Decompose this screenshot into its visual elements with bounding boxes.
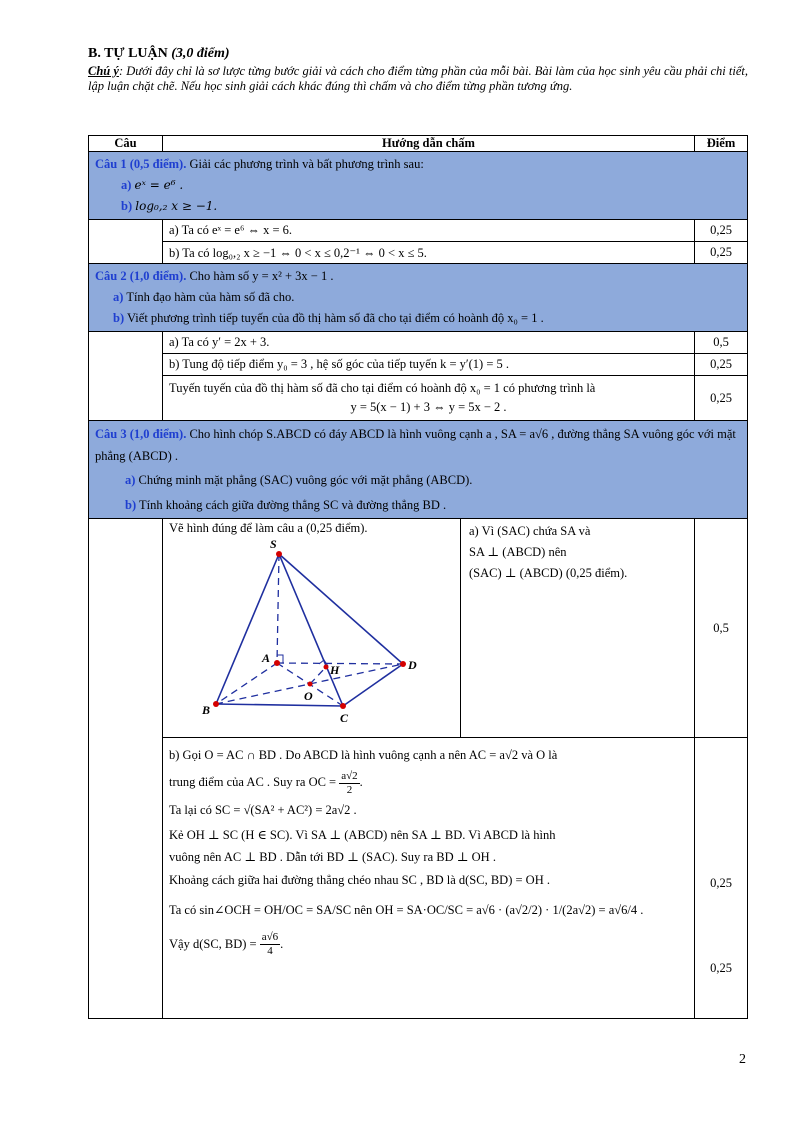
header-block <box>88 46 748 94</box>
q2-statement: Câu 2 (1,0 điểm). Cho hàm số y = x² + 3x − 1 . a) Tính đạo hàm của hàm số đã cho. b) Viết phương trình tiếp tuyến của đồ thị hàm số đã cho tại điểm có hoành độ x₀ = 1 . <box>89 264 748 332</box>
q2-sol-c: Tuyến tuyến của đồ thị hàm số đã cho tại điểm có hoành độ x₀ = 1 có phương trình là y = 5(x − 1) + 3 ⇔ y = 5x − 2 . <box>163 376 695 421</box>
figure-caption: Vẽ hình đúng để làm câu a (0,25 điểm). <box>169 521 368 535</box>
point-s <box>276 551 282 557</box>
point-a <box>274 660 280 666</box>
label-d: D <box>408 658 417 672</box>
note-label: Chú ý <box>88 64 119 78</box>
section-title: B. TỰ LUẬN (3,0 điểm) <box>88 46 230 61</box>
page-number: 2 <box>739 1052 746 1067</box>
q3-figure-cell <box>163 519 461 738</box>
q3-sol-b: b) Gọi O = AC ∩ BD . Do ABCD là hình vuông cạnh a nên AC = a√2 và O là trung điểm của AC . Suy ra OC = $\frac{a√2}{2}$ . Ta lại có SC = √(SA² + AC²) = 2a√2 . Kẻ OH ⊥ SC (H ∈ SC). Vì SA ⊥ (ABCD) nên SA ⊥ BD. Vì ABCD là hình vuông nên AC ⊥ BD . Dẫn tới BD ⊥ (SAC). Suy ra BD ⊥ OH . Khoảng cách giữa hai đường thẳng chéo nhau SC , BD là d(SC, BD) = OH . Ta có sin∠OCH = OH/OC = SA/SC nên OH = SA·OC/SC = a√6 · (a√2/2) · 1/(2a√2) = a√6/4 . Vậy d(SC, BD) = $\frac{a√6}{4}$ . <box>163 738 695 1019</box>
label-b: B <box>202 703 211 717</box>
q2-sol-b-row <box>89 354 748 376</box>
q1-statement: Câu 1 (0,5 điểm). Giải các phương trình và bất phương trình sau: a) eˣ = e⁶ . b) log₀,₂ x ≥ −1. <box>89 152 748 220</box>
fraction-oc: $\frac{a√2}{2}$ <box>341 769 358 796</box>
q1-sol-b-score: 0,25 <box>695 242 748 264</box>
q3-sol-a-score: 0,5 <box>695 519 748 738</box>
edge-sb <box>216 554 279 704</box>
grading-table <box>88 135 748 1019</box>
q1-sol-b: b) Ta có log₀,₂ x ≥ −1 ⇔ 0 < x ≤ 0,2⁻¹ ⇔ 0 < x ≤ 5. <box>163 242 695 264</box>
q2-sol-a-row <box>89 332 748 354</box>
edge-sa <box>277 554 279 663</box>
q2-sol-b-score: 0,25 <box>695 354 748 376</box>
q3-statement-row <box>89 421 748 519</box>
point-b <box>213 701 219 707</box>
point-d <box>400 661 406 667</box>
q3-sol-b-row <box>89 738 748 1019</box>
q1-sol-a: a) Ta có eˣ = e⁶ ⇔ x = 6. <box>163 220 695 242</box>
pyramid-figure <box>169 536 455 731</box>
label-h: H <box>330 663 340 677</box>
q3-statement: Câu 3 (1,0 điểm). Cho hình chóp S.ABCD có đáy ABCD là hình vuông cạnh a , SA = a√6 , đường thẳng SA vuông góc với mặt phẳng (ABCD) . a) Chứng minh mặt phẳng (SAC) vuông góc với mặt phẳng (ABCD). b) Tính khoảng cách giữa đường thẳng SC và đường thẳng BD . <box>89 421 748 519</box>
point-h <box>324 665 329 670</box>
note-text: : Dưới đây chỉ là sơ lược từng bước giải và cách cho điểm từng phần của mỗi bài. Bài làm của học sinh yêu cầu phải chi tiết, lập luận chặt chẽ. Nếu học sinh giải cách khác đúng thì chấm và cho điểm từng phần tương ứng. <box>88 64 748 93</box>
point-o <box>308 682 313 687</box>
edge-ad <box>277 663 403 664</box>
q1-sol-a-row <box>89 220 748 242</box>
label-o: O <box>304 689 313 703</box>
q2-sol-c-score: 0,25 <box>695 376 748 421</box>
table-header-row <box>89 136 748 152</box>
col-guide-header: Hướng dẫn chấm <box>163 136 695 152</box>
q2-sol-a-score: 0,5 <box>695 332 748 354</box>
q2-sol-a: a) Ta có y′ = 2x + 3. <box>163 332 695 354</box>
grading-note <box>88 64 748 94</box>
label-s: S <box>270 537 277 551</box>
edge-sd <box>279 554 403 664</box>
col-question-header: Câu <box>89 136 163 152</box>
q1-sol-a-score: 0,25 <box>695 220 748 242</box>
q2-sol-c-row <box>89 376 748 421</box>
q1-sol-b-row <box>89 242 748 264</box>
q3-sol-a: a) Vì (SAC) chứa SA và SA ⊥ (ABCD) nên (SAC) ⊥ (ABCD) (0,25 điểm). <box>461 519 695 738</box>
fraction-result: $\frac{a√6}{4}$ <box>261 931 279 958</box>
q3-sol-b-score: 0,25 0,25 <box>695 738 748 1019</box>
label-c: C <box>340 711 349 725</box>
edge-bc <box>216 704 343 706</box>
section-points: (3,0 điểm) <box>171 46 230 61</box>
q1-statement-row <box>89 152 748 220</box>
q3-sol-a-row <box>89 519 748 738</box>
point-c <box>340 703 346 709</box>
col-score-header: Điểm <box>695 136 748 152</box>
q2-sol-b: b) Tung độ tiếp điểm y₀ = 3 , hệ số góc của tiếp tuyến k = y′(1) = 5 . <box>163 354 695 376</box>
label-a: A <box>262 651 271 665</box>
q2-statement-row <box>89 264 748 332</box>
